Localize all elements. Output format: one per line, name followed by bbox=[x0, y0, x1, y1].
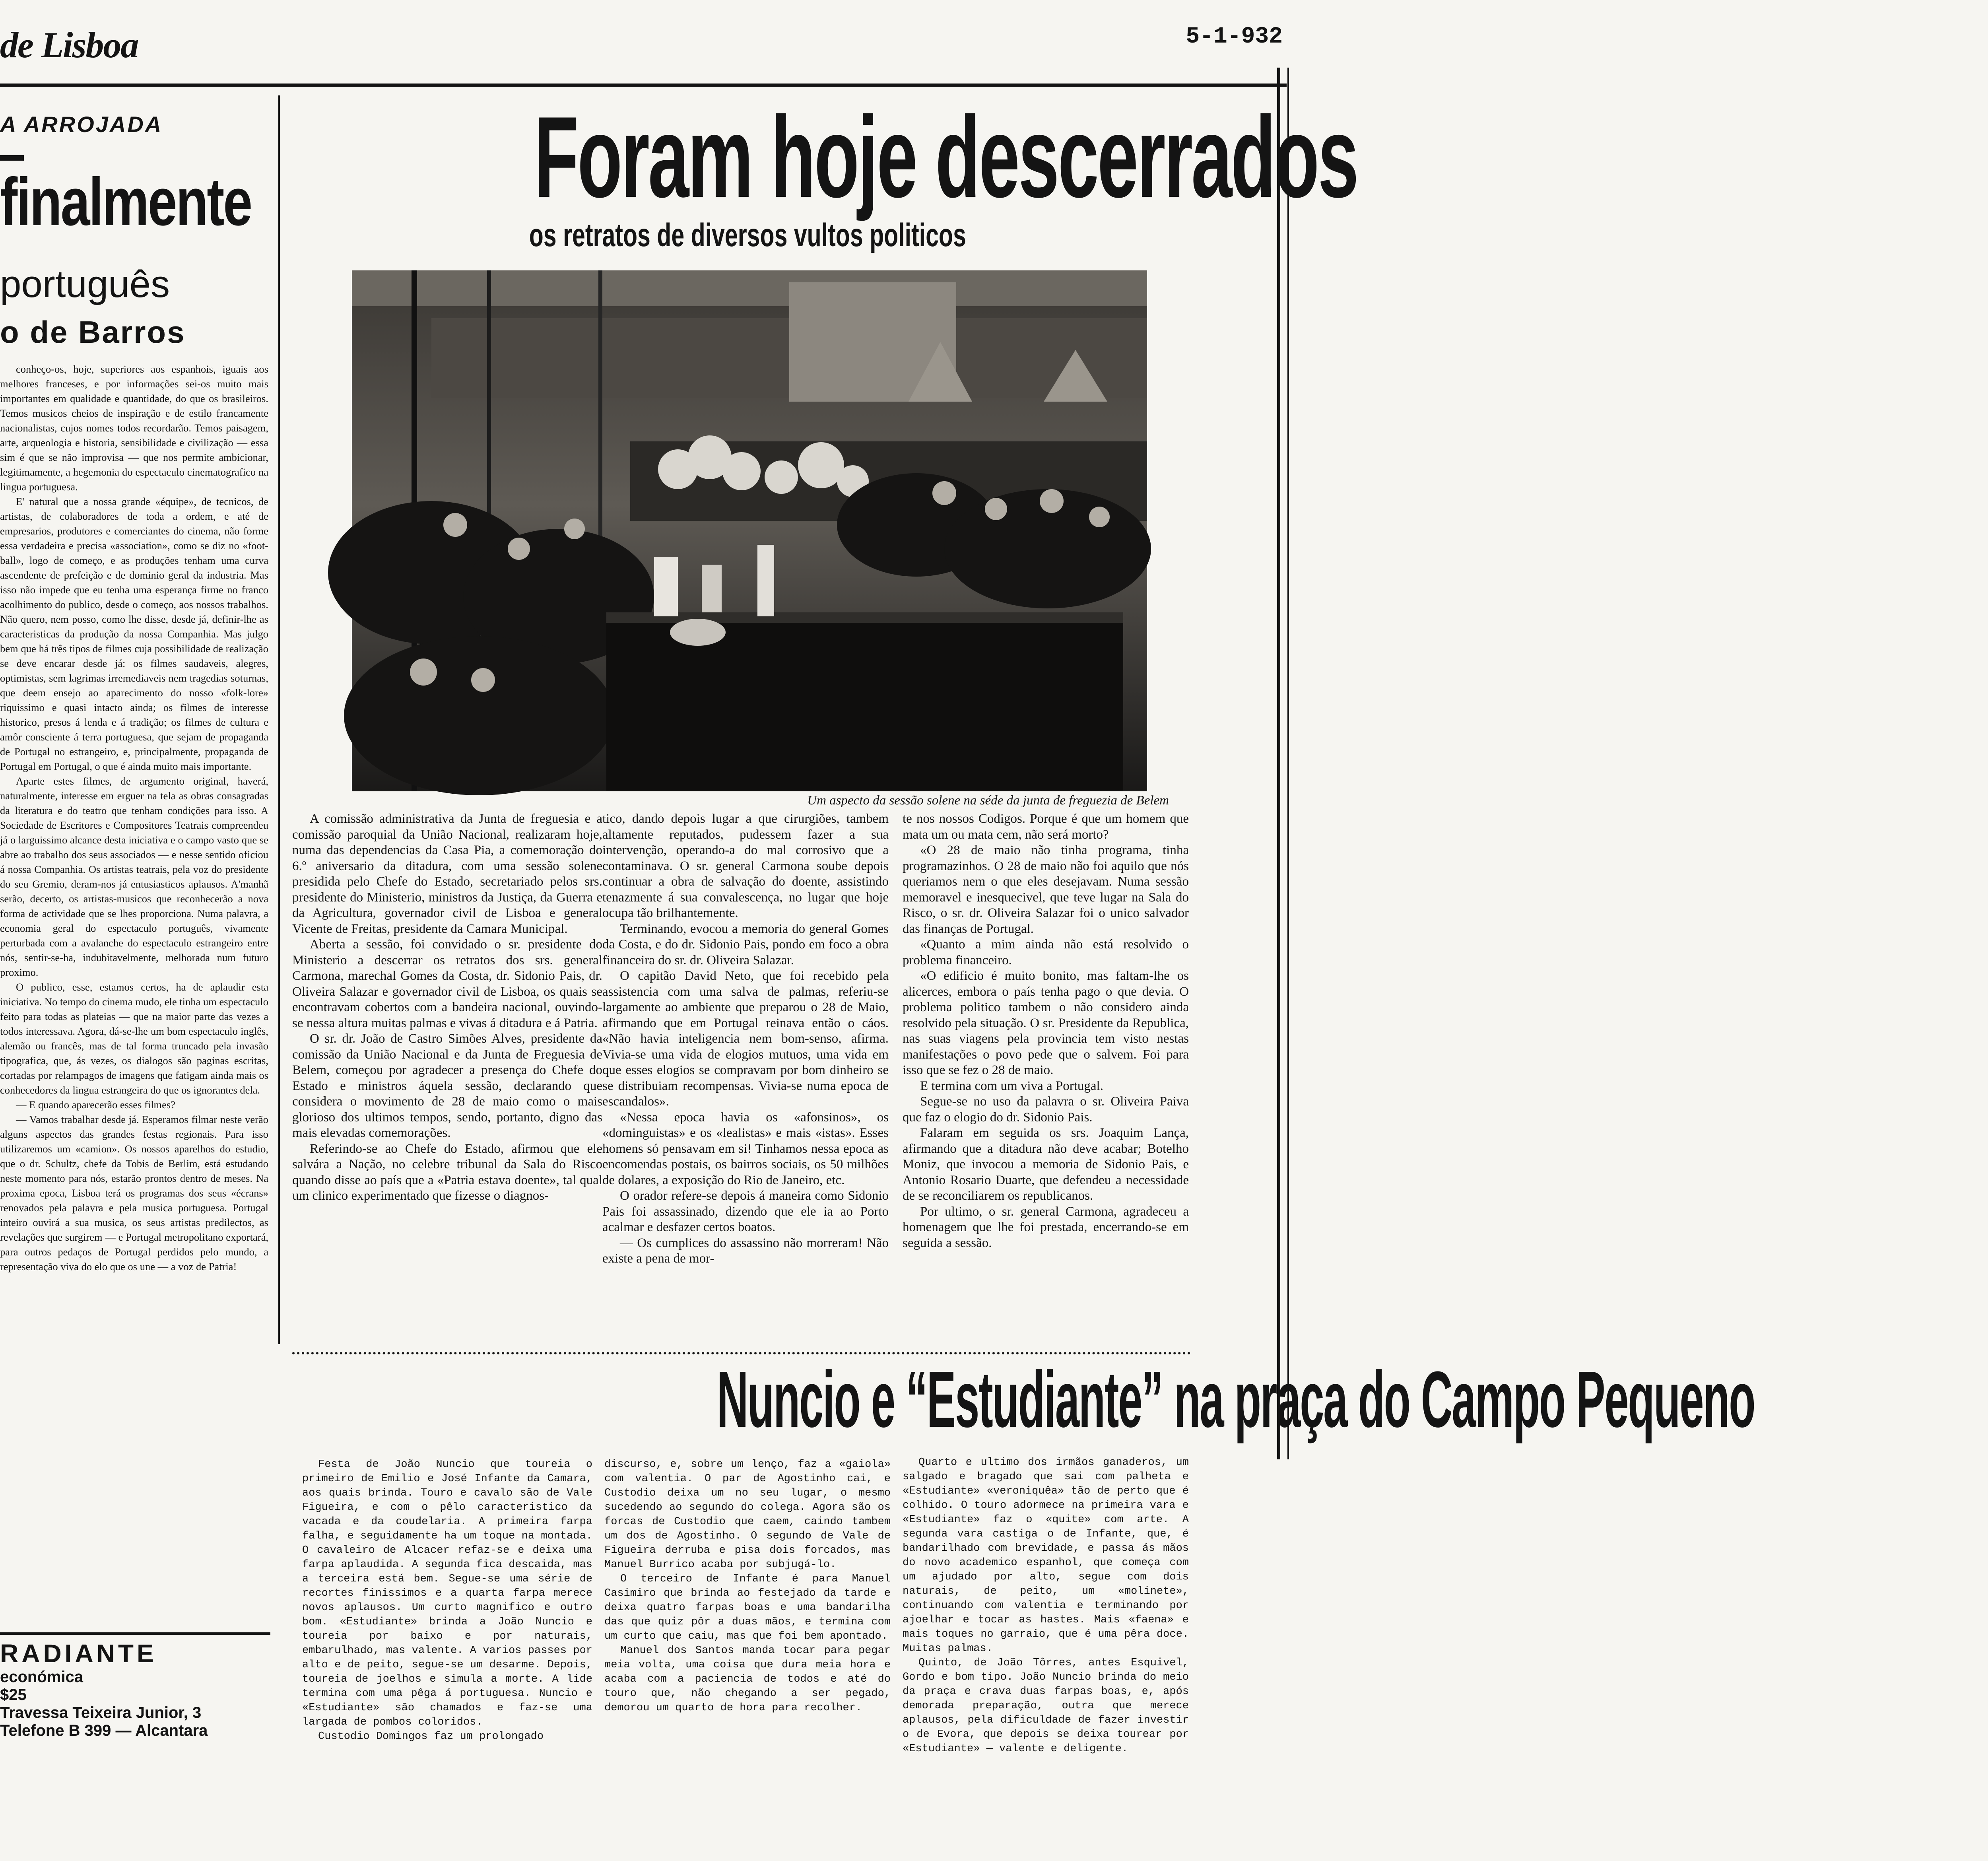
paragraph: «O edificio é muito bonito, mas faltam-lhe os alicerces, embora o país tenha pago o que devia. O problema politico tambem o não considero ainda resolvido pela situação. O sr. Presidente da Republica, nas suas viagens pela provincia tem visto nestas manifestações o povo pede que o salvem. Foi para isso que se fez o 28 de maio. bbox=[903, 969, 1189, 1077]
main-subheadline bbox=[302, 217, 1193, 254]
paragraph: O orador refere-se depois á maneira como Sidonio Pais foi assassinado, dizendo que ele ia ao Porto acalmar e desfazer certos boatos. bbox=[602, 1189, 889, 1234]
ad-address: Travessa Teixeira Junior, 3 bbox=[0, 1704, 202, 1721]
paragraph: Aberta a sessão, foi convidado o sr. presidente do Ministerio a descerrar os retratos dos srs. general Carmona, marechal Gomes da Costa, dr. Sidonio Pais, dr. Oliveira Salazar e governador civil de Lisboa, os quais se encontravam cobertos com a bandeira nacional, ouvindo-se nessa altura muitas palmas e vivas á ditadura e á Patria. bbox=[292, 937, 602, 1030]
paragraph: O publico, esse, estamos certos, ha de aplaudir esta iniciativa. No tempo do cinema mudo, ele tinha um espectaculo feito para todas as plateias — que na maior parte das vezes a todos interessava. Agora, dá-se-lhe um bom espectaculo inglês, alemão ou francês, mas de tal forma truncado pela invasão tipografica, que, ás vezes, os dialogos são paginas escritas, cortadas por relampagos de imagens que fatigam ainda mais os conhecedores da lingua estrangeira do que os ignorantes dela. bbox=[0, 981, 268, 1096]
paragraph: Referindo-se ao Chefe do Estado, afirmou que ele salvára a Nação, no celebre tribunal da Sala do Risco quando disse ao país que a «Patria estava doente», tal qual um clinico experimentado que fizesse o diagnos- bbox=[292, 1141, 602, 1203]
masthead-logo: de Lisboa bbox=[0, 25, 138, 65]
main-subheadline-text: os retratos de diversos vultos politicos bbox=[529, 217, 966, 253]
top-rule bbox=[0, 84, 1287, 87]
paragraph: O capitão David Neto, que foi recebido pela assistencia com uma salva de palmas, referiu-se largamente ao ambiente que preparou o 28 de Maio, afirmando que em Portugal reinava então o cáos. «Não havia inteligencia nem bom-senso, afirma. Vivia-se uma vida de elogios mutuos, uma vida em que esses elogios se compravam por bom dinheiro se se distribuiam recompensas. Vivia-se numa epoca de escandalos». bbox=[602, 969, 889, 1109]
paragraph: tico, dando depois lugar a que cirurgiões, tambem altamente reputados, pudessem fazer a sua intervenção, operando-a do mal corrosivo que a contaminava. O sr. general Carmona soube depois continuar a obra de salvação do doente, assistindo tenazmente á sua convalescença, no lugar que hoje ocupa tão brilhantemente. bbox=[602, 812, 889, 920]
paragraph: Festa de João Nuncio que toureia o primeiro de Emilio e José Infante da Camara, aos quais brinda. Touro e cavalo são de Vale Figueira, e com o pêlo caracteristico da vacada e da coudelaria. A primeira farpa falha, e seguidamente ha um toque na montada. O cavaleiro de Alcacer refaz-se e deixa uma farpa aplaudida. A segunda fica descaida, mas a terceira está bem. Segue-se uma série de recortes finissimos e a quarta farpa merece novos aplausos. Um curto magnifico e outro bom. «Estudiante» brinda a João Nuncio e toureia por baixo e por naturais, embarulhado, mas valente. A varios passes por alto e de peito, segue-se um desarme. Depois, toureia de joelhos e simula a morte. A lide termina com uma pêga á portuguesa. Nuncio e «Estudiante» são chamados e faz-se uma largada de pombos coloridos. bbox=[302, 1459, 592, 1728]
left-article-headline: finalmente bbox=[0, 164, 251, 240]
paragraph: E' natural que a nossa grande «équipe», de tecnicos, de artistas, de colaboradores de toda a ordem, e até de empresarios, produtores e comerciantes do cinema, não forme essa verdadeira e precisa «association», como se diz no «foot-ball», logo de começo, e as produções tenham uma curva ascendente de prefeição e de dominio geral da industria. Mas isso não impede que eu tenha uma esperança firme no franco acolhimento do publico, desde o começo, aos nossos trabalhos. Não quero, nem posso, como lhe disse, desde já, definir-lhe as caracteristicas da produção da nossa Companhia. Mas julgo bem que há três tipos de filmes cuja possibilidade de realização se deve encarar desde já: os filmes saudaveis, alegres, optimistas, sem lagrimas irremediaveis nem tragedias soturnas, que deem ensejo ao aparecimento do nosso «folk-lore» riquissimo e quasi intacto ainda; os filmes de interesse historico, presos á lenda e á tradição; os filmes de cultura e amôr consciente á terra portuguesa, que sejam de propaganda de Portugal no estrangeiro, e, principalmente, propaganda de Portugal em Portugal, o que é ainda muito mais importante. bbox=[0, 495, 268, 772]
paragraph: — E quando aparecerão esses filmes? bbox=[16, 1099, 176, 1111]
paragraph: Custodio Domingos faz um prolongado bbox=[318, 1731, 544, 1743]
paragraph: conheço-os, hoje, superiores aos espanhois, iguais aos melhores franceses, e por informações sei-os muito mais importantes em qualidade e quantidade, do que os brasileiros. Temos musicos cheios de inspiração e de estilo francamente nacionalistas, cujos nomes todos recordarão. Temos paisagem, arte, arqueologia e historia, sensibilidade e civilização — essa sim é que se não improvisa — que nos permite ambicionar, legitimamente, a hegemonia do espectaculo cinematografico na lingua portuguesa. bbox=[0, 363, 268, 493]
paragraph: — Vamos trabalhar desde já. Esperamos filmar neste verão alguns aspectos das grandes festas regionais. Para isso utilizaremos um «camion». Os nossos aparelhos do estudio, que o dr. Schultz, chefe da Tobis de Berlim, está estudando neste momento para nós, estarão prontos dentro de meses. Na proxima epoca, Lisboa terá os programas dos seus «écrans» renovados pela palavra e pela musica portuguesa. Portugal inteiro ouvirá a sua musica, os seus artistas predilectos, as revelações que surgirem — e Portugal metropolitano exportará, para outros pedaços de Portugal perdidos pelo mundo, a representação viva do elo que os une — a voz de Patria! bbox=[0, 1113, 268, 1272]
paragraph: «Nessa epoca havia os «afonsinos», os «dominguistas» e os «lealistas» e mais «istas». Esses homens só pensavam em si! Tinhamos nessa epoca as encomendas postais, os bairros sociais, os 50 milhões de dolares, a exposição do Rio de Janeiro, etc. bbox=[602, 1110, 889, 1187]
main-article-column-1 bbox=[292, 811, 602, 1204]
ad-price: $25 bbox=[0, 1686, 27, 1704]
paragraph: O sr. dr. João de Castro Simões Alves, presidente da comissão da União Nacional e da Junta de Freguesia de Belem, começou por agradecer a presença do Chefe do Estado e ministros áquela sessão, declarando que considera o movimento de 28 de maio como o mais glorioso dos ultimos tempos, sendo, portanto, digno das mais elevadas comemorações. bbox=[292, 1032, 602, 1140]
ceremony-photo-illustration bbox=[352, 270, 1147, 791]
news-photo bbox=[352, 270, 1147, 791]
paragraph: E termina com um viva a Portugal. bbox=[920, 1078, 1103, 1093]
left-article-kicker: A ARROJADA bbox=[0, 112, 163, 137]
paragraph: «O 28 de maio não tinha programa, tinha programazinhos. O 28 de maio não foi aquilo que nós queriamos nem o que eles desejavam. Numa sessão memoravel e inesquecivel, que teve lugar na Sala do Risco, o sr. dr. Oliveira Salazar foi o unico salvador das finanças de Portugal. bbox=[903, 843, 1189, 936]
paragraph: Manuel dos Santos manda tocar para pegar meia volta, uma coisa que dura meia hora e acaba com a paciencia de todos e até do touro que, não chegando a ser pegado, demorou um quarto de hora para recolher. bbox=[604, 1645, 891, 1714]
paragraph: Terminando, evocou a memoria do general Gomes da Costa, e do dr. Sidonio Pais, pondo em foco a obra financeira do sr. dr. Oliveira Salazar. bbox=[602, 921, 889, 967]
left-article-dash bbox=[0, 155, 24, 161]
photo-caption: Um aspecto da sessão solene na séde da junta de freguezia de Belem bbox=[807, 793, 1169, 808]
ad-rule bbox=[0, 1632, 270, 1635]
left-article-subheadline: português bbox=[0, 263, 170, 305]
paragraph: — Os cumplices do assassino não morreram! Não existe a pena de mor- bbox=[602, 1235, 889, 1266]
paragraph: te nos nossos Codigos. Porque é que um homem que mata um ou mata cem, não será morto? bbox=[903, 812, 1189, 842]
bullfight-headline bbox=[292, 1355, 1755, 1444]
paragraph: A comissão administrativa da Junta de freguesia e a comissão paroquial da União Nacional, realizaram hoje, numa das dependencias da Casa Pia, a comemoração do 6.º aniversario da ditadura, com uma sessão solene presidida pelo Chefe do Estado, secretariado pelos srs. presidente do Ministerio, ministros da Justiça, da Guerra e da Agricultura, governador civil de Lisboa e general Vicente de Freitas, presidente da Camara Municipal. bbox=[292, 812, 602, 936]
main-article-column-2 bbox=[602, 811, 889, 1267]
right-border-rule bbox=[1277, 68, 1289, 1459]
paragraph: Segue-se no uso da palavra o sr. Oliveira Paiva que faz o elogio do dr. Sidonio Pais. bbox=[903, 1094, 1189, 1125]
main-article-column-3 bbox=[903, 811, 1189, 1251]
bullfight-headline-text: Nuncio e “Estudiante” na praça do Campo Pequeno bbox=[716, 1355, 1755, 1444]
paragraph: O terceiro de Infante é para Manuel Casimiro que brinda ao festejado da tarde e deixa quatro farpas boas e uma bandarilha das que quiz pôr a duas mãos, e termina com um curto que caiu, mas que foi bem apontado. bbox=[604, 1573, 891, 1642]
paragraph: Por ultimo, o sr. general Carmona, agradeceu a homenagem que lhe foi prestada, encerrando-se em seguida a sessão. bbox=[903, 1204, 1189, 1250]
bullfight-column-2 bbox=[604, 1457, 891, 1715]
paragraph: discurso, e, sobre um lenço, faz a «gaiola» com valentia. O par de Agostinho cai, e Custodio deixa um no seu lugar, o mesmo sucedendo ao segundo do colega. Agora são os forcas de Custodio que caem, caindo tambem um dos de Agostinho. O segundo de Vale de Figueira derruba e pisa dois forcados, mas Manuel Burrico acaba por subjugá-lo. bbox=[604, 1459, 891, 1571]
main-headline-text: Foram hoje descerrados bbox=[534, 93, 1357, 221]
ad-line: económica bbox=[0, 1668, 83, 1686]
ad-phone: Telefone B 399 — Alcantara bbox=[0, 1722, 208, 1739]
main-headline bbox=[302, 93, 1357, 221]
advertisement bbox=[0, 1632, 270, 1740]
issue-date: 5-1-932 bbox=[1186, 24, 1283, 50]
paragraph: «Quanto a mim ainda não está resolvido o problema financeiro. bbox=[903, 937, 1189, 967]
left-article-body bbox=[0, 362, 268, 1274]
left-article-author: o de Barros bbox=[0, 315, 186, 350]
ad-name: RADIANTE bbox=[0, 1639, 157, 1668]
bullfight-column-1 bbox=[302, 1457, 592, 1744]
paragraph: Quinto, de João Tôrres, antes Esquivel, Gordo e bom tipo. João Nuncio brinda do meio da praça e crava duas farpas boas, e, após demorada preparação, outra que merece aplausos, pela dificuldade de fazer investir o de Evora, que depois se deixa tourear por «Estudiante» — valente e deligente. bbox=[903, 1657, 1189, 1755]
column-divider bbox=[278, 95, 280, 1344]
paragraph: Falaram em seguida os srs. Joaquim Lança, afirmando que a ditadura não deve acabar; Botelho Moniz, que invocou a memoria de Sidonio Pais, e Antonio Rosario Duarte, que defendeu a necessidade de se reconciliarem os republicanos. bbox=[903, 1126, 1189, 1203]
paragraph: Quarto e ultimo dos irmãos ganaderos, um salgado e bragado que sai com palheta e «Estudiante» «veroniquêa» tão de perto que é colhido. O touro adormece na primeira vara e «Estudiante» faz o «quite» com arte. A segunda vara castiga o de Infante, que, é bandarilhado com brevidade, e passa ás mãos do novo academico espanhol, que começa com um ajudado por alto, segue com dois naturais, de peito, um «molinete», continuando com valentia e terminando por ajoelhar e tocar as hastes. Mais «faena» e mais toques no garraio, que é uma pêra doce. Muitas palmas. bbox=[903, 1457, 1189, 1655]
bullfight-column-3 bbox=[903, 1455, 1189, 1756]
paragraph: Aparte estes filmes, de argumento original, haverá, naturalmente, interesse em erguer na tela as obras consagradas da literatura e do teatro que tenham condições para isso. A Sociedade de Escritores e Compositores Teatrais compreendeu já o larguissimo alcance desta iniciativa e o campo vasto que se abre ao trabalho dos seus associados — e nesse sentido oficiou á nossa Companhia. Os artistas teatrais, pela voz do presidente do seu Gremio, deram-nos já entusiasticos aplausos. A'manhã serão, decerto, os artistas-musicos que reconhecerão a nova forma de actividade que se lhes proporciona. Numa palavra, a economia geral do espectaculo português, vivamente perturbada com a avalanche do espectaculo estrangeiro entre nós, sentir-se-ha, indubitavelmente, melhorada num futuro proximo. bbox=[0, 775, 268, 978]
